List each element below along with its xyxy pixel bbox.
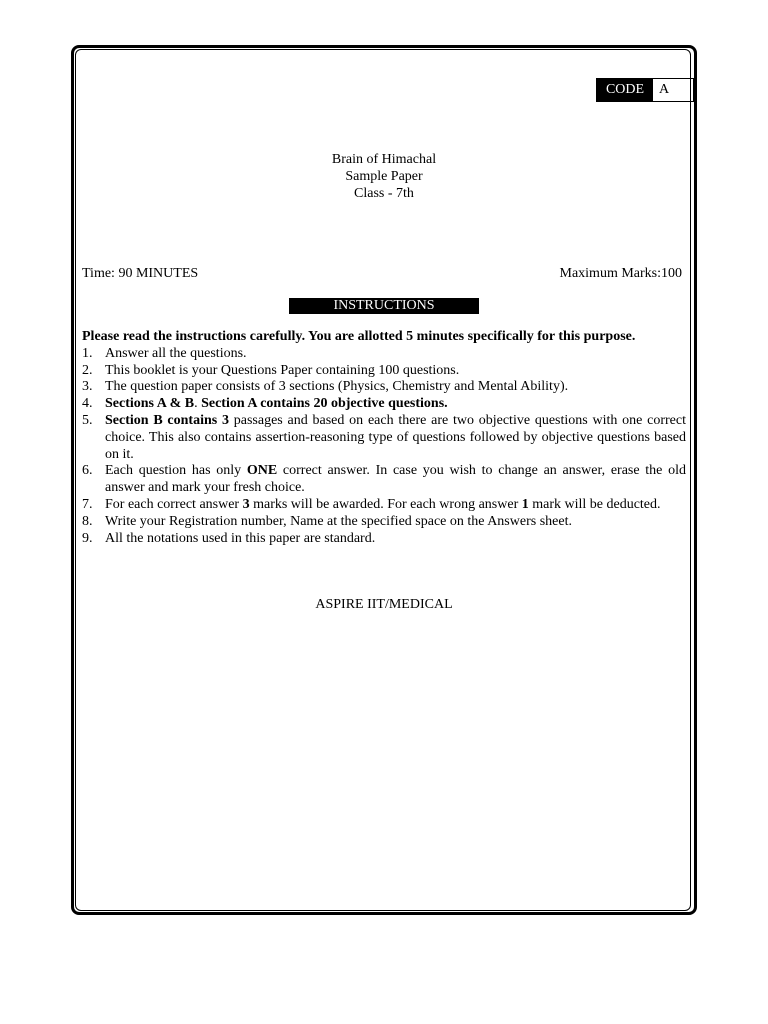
instruction-item xyxy=(82,346,686,363)
instruction-number: 3. xyxy=(82,379,93,395)
paper-subtitle: Sample Paper xyxy=(345,169,423,184)
instructions-heading: INSTRUCTIONS xyxy=(289,298,479,314)
time-label: Time: 90 MINUTES xyxy=(82,266,199,281)
paper-title: Brain of Himachal xyxy=(331,152,437,167)
instruction-item xyxy=(82,497,686,514)
instruction-number: 2. xyxy=(82,362,93,378)
instruction-number: 6. xyxy=(82,463,93,479)
code-box xyxy=(596,78,694,102)
instruction-item xyxy=(82,363,686,380)
instruction-text: Write your Registration number, Name at the specified space on the Answers sheet. xyxy=(105,513,572,529)
instruction-number: 1. xyxy=(82,345,93,361)
instruction-text: This booklet is your Questions Paper containing 100 questions. xyxy=(105,362,460,378)
instructions-section xyxy=(82,329,686,547)
instruction-text: For each correct answer 3 marks will be awarded. For each wrong answer 1 mark will be deducted. xyxy=(105,496,661,512)
instruction-text: Section B contains 3 passages and based on each there are two objective questions with one correct choice. This also contains assertion-reasoning type of questions followed by objective questions based on it. xyxy=(105,412,686,462)
instructions-list xyxy=(82,346,686,548)
instruction-item xyxy=(82,396,686,413)
instruction-number: 4. xyxy=(82,396,93,412)
code-value: A xyxy=(659,82,670,97)
max-marks-label: Maximum Marks:100 xyxy=(559,266,682,281)
paper-header xyxy=(0,151,768,202)
instruction-item xyxy=(82,463,686,497)
paper-class: Class - 7th xyxy=(354,186,414,201)
instruction-number: 9. xyxy=(82,530,93,546)
instruction-number: 8. xyxy=(82,513,93,529)
instruction-text: All the notations used in this paper are standard. xyxy=(105,530,376,546)
instruction-item xyxy=(82,514,686,531)
footer-brand: ASPIRE IIT/MEDICAL xyxy=(315,597,453,612)
instruction-item xyxy=(82,531,686,548)
instruction-text: Sections A & B. Section A contains 20 objective questions. xyxy=(105,396,448,412)
instructions-intro: Please read the instructions carefully. You are allotted 5 minutes specifically for this purpose. xyxy=(82,329,636,344)
instruction-text: Each question has only ONE correct answer. In case you wish to change an answer, erase the old answer and mark your fresh choice. xyxy=(105,463,686,496)
meta-row xyxy=(82,266,682,282)
code-label: CODE xyxy=(597,79,653,101)
instruction-number: 5. xyxy=(82,412,93,428)
instruction-text: Answer all the questions. xyxy=(105,345,247,361)
instruction-item xyxy=(82,379,686,396)
instruction-text: The question paper consists of 3 sections (Physics, Chemistry and Mental Ability). xyxy=(105,379,569,395)
instruction-number: 7. xyxy=(82,496,93,512)
instruction-item xyxy=(82,413,686,463)
